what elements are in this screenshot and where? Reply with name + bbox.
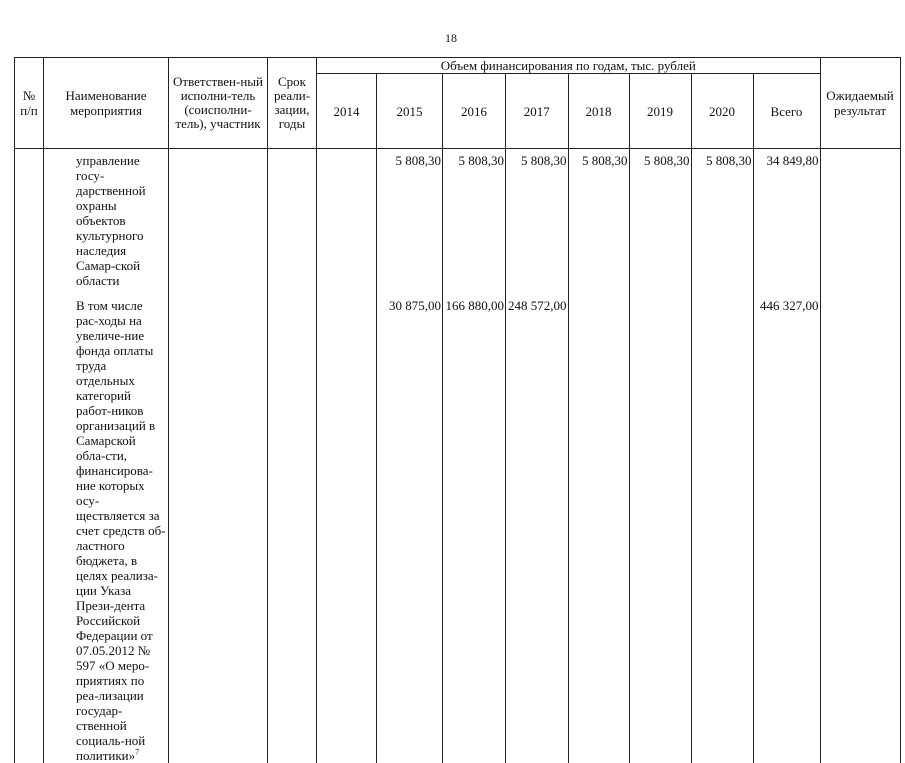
funding-table <box>14 57 901 763</box>
row-value-2016: 5 808,30 <box>443 149 506 289</box>
row-value-2017: 5 808,30 <box>506 149 569 289</box>
footnote-mark: 7 <box>135 747 140 757</box>
header-result: Ожидаемый результат <box>820 58 900 149</box>
header-year-2016: 2016 <box>443 74 506 149</box>
row-value-2020: 5 808,30 <box>691 149 753 289</box>
row-total: 446 327,00 <box>753 298 820 763</box>
row-value-2020 <box>691 298 753 763</box>
row-gap <box>15 288 901 298</box>
row-value-2019: 5 808,30 <box>629 149 691 289</box>
table-row <box>15 149 901 289</box>
row-name-cell <box>44 298 169 763</box>
row-value-2014 <box>317 149 377 289</box>
row-result-cell <box>820 149 900 289</box>
header-num: № п/п <box>15 58 44 149</box>
row-result-cell <box>820 298 900 763</box>
table-row <box>15 298 901 763</box>
row-responsible-cell <box>169 149 268 289</box>
row-value-2015: 30 875,00 <box>377 298 443 763</box>
row-total: 34 849,80 <box>753 149 820 289</box>
row-value-2019 <box>629 298 691 763</box>
row-num-cell <box>15 298 44 763</box>
header-year-2019: 2019 <box>629 74 691 149</box>
header-year-2014: 2014 <box>317 74 377 149</box>
row-name: В том числе рас-ходы на увеличе-ние фонда оплаты труда отдельных категорий работ-ников организаций в Самарской обла-сти, финансирова-ние которых осу-ществляется за счет средств об-ластного бюджета, в целях реализа-ции Указа Прези-дента Российской Федерации от 07.05.2012 № 597 «О меро-приятиях по реа-лизации государ-ственной социаль-ной политики» <box>76 298 166 763</box>
header-responsible: Ответствен-ный исполни-тель (соисполни-тель), участник <box>169 58 268 149</box>
row-name: управление госу-дарственной охраны объектов культурного наследия Самар-ской области <box>44 149 169 289</box>
header-name: Наименование мероприятия <box>44 58 169 149</box>
header-term: Срок реали-зации, годы <box>268 58 317 149</box>
row-responsible-cell <box>169 298 268 763</box>
row-value-2018: 5 808,30 <box>568 149 629 289</box>
page-number: 18 <box>445 31 457 45</box>
header-total: Всего <box>753 74 820 149</box>
row-value-2017: 248 572,00 <box>506 298 569 763</box>
row-num-cell <box>15 149 44 289</box>
header-year-2020: 2020 <box>691 74 753 149</box>
header-year-2015: 2015 <box>377 74 443 149</box>
row-term-cell <box>268 298 317 763</box>
row-value-2015: 5 808,30 <box>377 149 443 289</box>
header-year-2017: 2017 <box>506 74 569 149</box>
row-value-2016: 166 880,00 <box>443 298 506 763</box>
row-value-2018 <box>568 298 629 763</box>
header-funding-group: Объем финансирования по годам, тыс. рублей <box>317 58 821 74</box>
row-value-2014 <box>317 298 377 763</box>
row-term-cell <box>268 149 317 289</box>
header-year-2018: 2018 <box>568 74 629 149</box>
